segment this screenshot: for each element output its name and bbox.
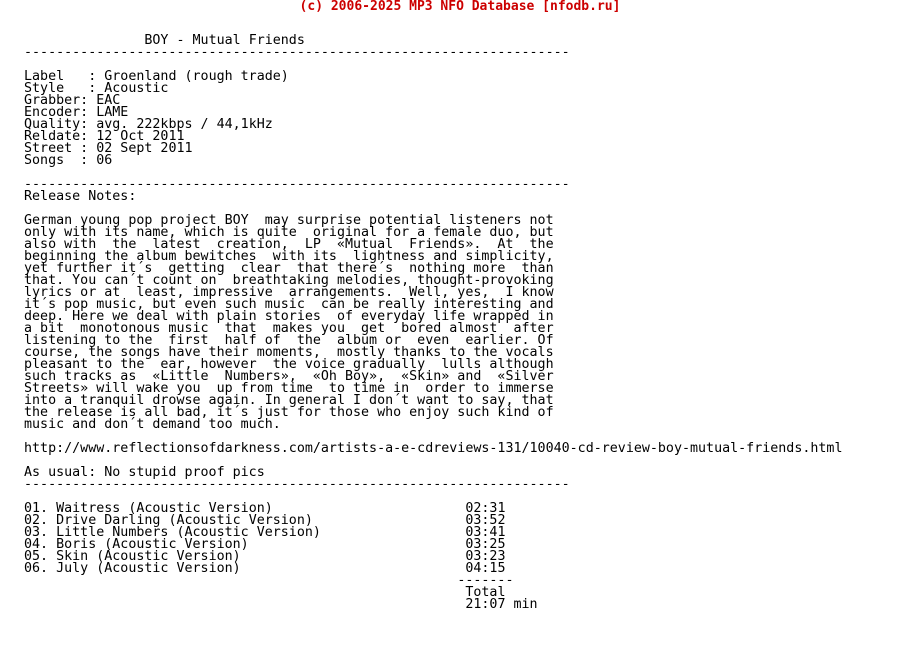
separator: --------------------------------------------------------------------: [24, 477, 570, 492]
notes-line: that. You can´t count on breathtaking melodies, thought-provoking: [24, 273, 554, 288]
field-value: LAME: [96, 105, 129, 120]
track-num: 02.: [24, 513, 49, 528]
total-pad: [24, 597, 465, 612]
nfo-document: [24, 35, 842, 611]
field-key: Reldate:: [24, 129, 89, 144]
field-value: Groenland (rough trade): [104, 69, 289, 84]
nfo-title: BOY - Mutual Friends: [144, 33, 305, 48]
notes-line: a bit monotonous music that makes you get bored almost after: [24, 321, 554, 336]
track-num: 04.: [24, 537, 49, 552]
track-time: 03:41: [465, 525, 506, 540]
field-value: 06: [96, 153, 113, 168]
notes-line: music and don´t demand too much.: [24, 417, 281, 432]
separator: --------------------------------------------------------------------: [24, 177, 570, 192]
track-time: 03:25: [465, 537, 506, 552]
field-key: Quality:: [24, 117, 89, 132]
site-banner: (c) 2006-2025 MP3 NFO Database [nfodb.ru]: [299, 0, 621, 14]
track-title: Skin (Acoustic Version): [56, 549, 241, 564]
field-key: Style :: [24, 81, 97, 96]
track-num: 03.: [24, 525, 49, 540]
field-value: 12 Oct 2011: [96, 129, 185, 144]
total-label: Total: [465, 585, 506, 600]
notes-line: pleasant to the ear, however the voice gradually lulls although: [24, 357, 554, 372]
field-key: Grabber:: [24, 93, 89, 108]
field-value: Acoustic: [104, 81, 169, 96]
notes-line: into a tranquil drowse again. In general I don´t want to say, that: [24, 393, 554, 408]
track-title: July (Acoustic Version): [56, 561, 241, 576]
track-num: 05.: [24, 549, 49, 564]
total-time: 21:07 min: [465, 597, 538, 612]
field-key: Songs :: [24, 153, 89, 168]
track-time: 03:52: [465, 513, 506, 528]
track-time: 04:15: [465, 561, 506, 576]
track-title: Boris (Acoustic Version): [56, 537, 249, 552]
notes-line: yet further it´s getting clear that there´s nothing more than: [24, 261, 554, 276]
field-key: Encoder:: [24, 105, 89, 120]
notes-line: beginning the album bewitches with its lightness and simplicity,: [24, 249, 554, 264]
field-value: avg. 222kbps / 44,1kHz: [96, 117, 273, 132]
notes-line: such tracks as «Little Numbers», «Oh Boy», «Skin» and «Silver: [24, 369, 554, 384]
track-title: Waitress (Acoustic Version): [56, 501, 273, 516]
track-num: 06.: [24, 561, 49, 576]
track-title: Little Numbers (Acoustic Version): [56, 525, 321, 540]
track-time: 03:23: [465, 549, 506, 564]
notes-line: course, the songs have their moments, mostly thanks to the vocals: [24, 345, 554, 360]
notes-line: the release is all bad, it´s just for those who enjoy such kind of: [24, 405, 554, 420]
total-rule: -------: [457, 573, 514, 588]
track-num: 01.: [24, 501, 49, 516]
review-url: http://www.reflectionsofdarkness.com/artists-a-e-cdreviews-131/10040-cd-review-boy-mutual-friends.html: [24, 441, 843, 456]
field-key: Label :: [24, 69, 97, 84]
field-value: EAC: [96, 93, 121, 108]
notes-line: it´s pop music, but even such music can be really interesting and: [24, 297, 554, 312]
notes-line: German young pop project BOY may surprise potential listeners not: [24, 213, 554, 228]
field-key: Street :: [24, 141, 89, 156]
notes-heading: Release Notes:: [24, 189, 137, 204]
notes-line: listening to the first half of the album or even earlier. Of: [24, 333, 554, 348]
notes-line: only with its name, which is quite original for a female duo, but: [24, 225, 554, 240]
track-title: Drive Darling (Acoustic Version): [56, 513, 313, 528]
notes-line: deep. Here we deal with plain stories of everyday life wrapped in: [24, 309, 554, 324]
field-value: 02 Sept 2011: [96, 141, 193, 156]
notes-line: also with the latest creation, LP «Mutual Friends». At the: [24, 237, 554, 252]
separator: --------------------------------------------------------------------: [24, 45, 570, 60]
usual-note: As usual: No stupid proof pics: [24, 465, 265, 480]
notes-line: lyrics or at least, impressive arrangements. Well, yes, I know: [24, 285, 554, 300]
track-time: 02:31: [465, 501, 506, 516]
notes-line: Streets» will wake you up from time to time in order to immerse: [24, 381, 554, 396]
